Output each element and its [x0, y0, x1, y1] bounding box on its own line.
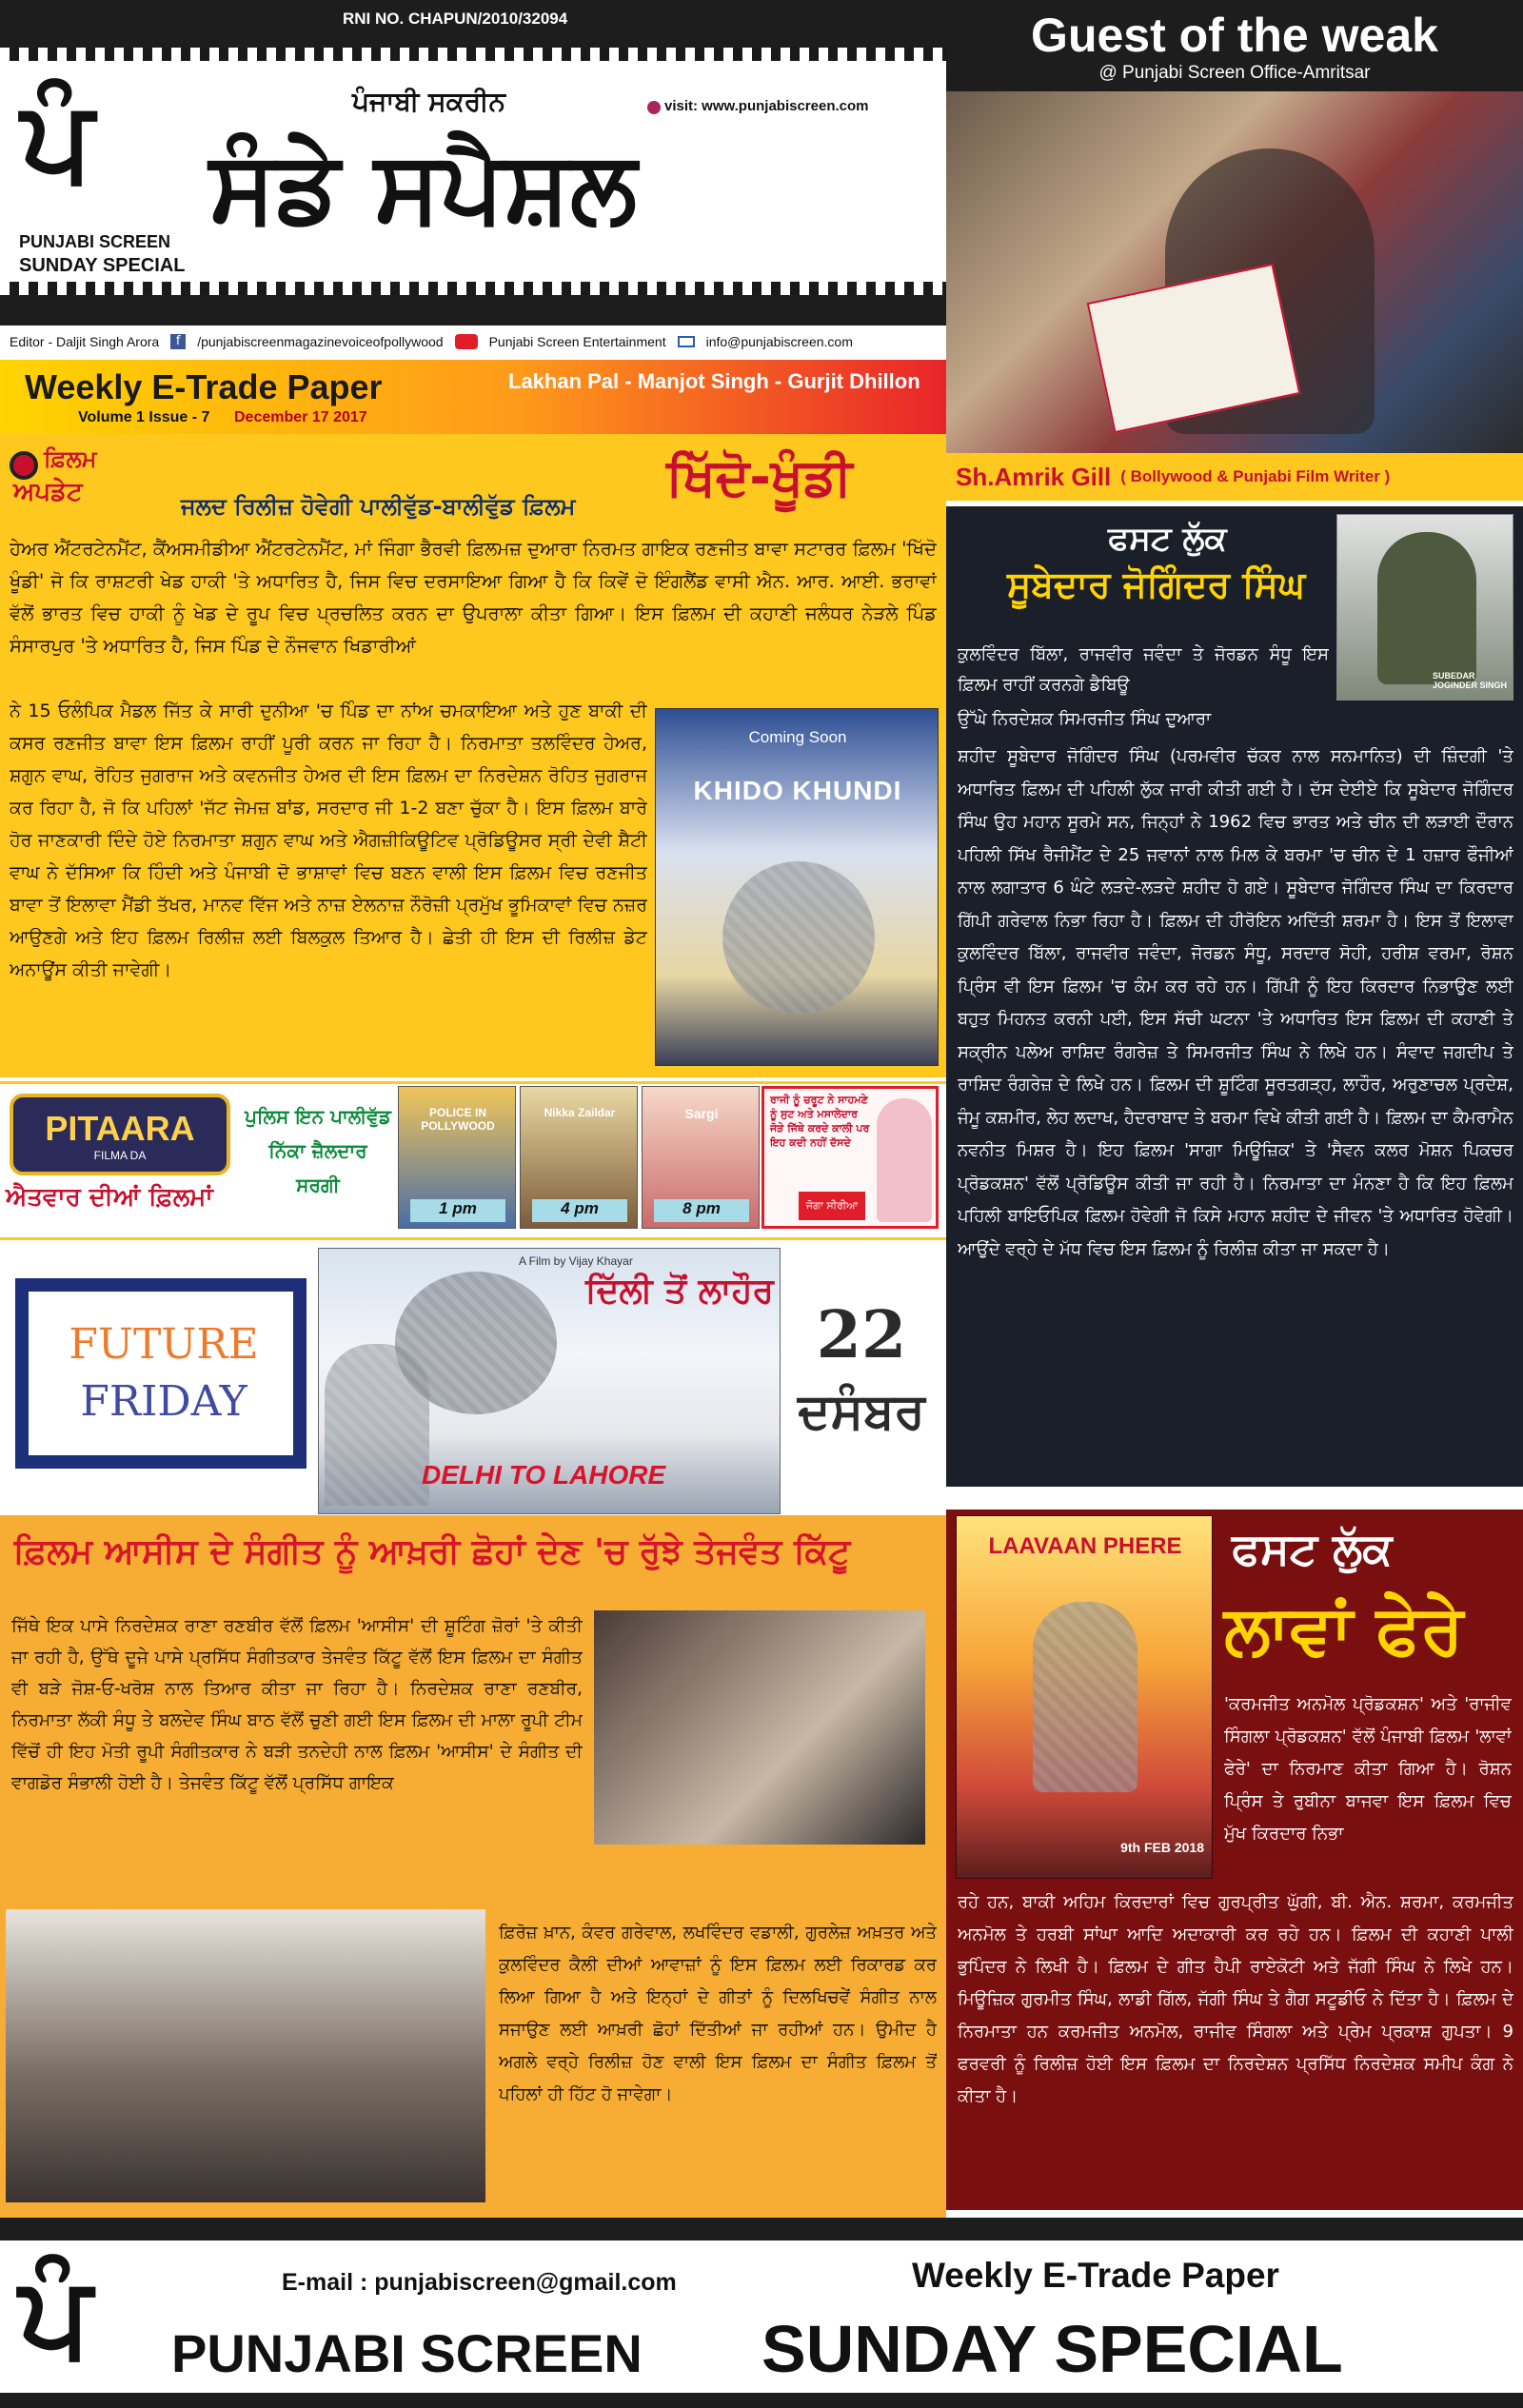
future-friday-section [0, 1237, 946, 1515]
subedar-poster [1336, 514, 1513, 701]
pitaara-logo-sub: FILMA DA [93, 1149, 147, 1162]
update-badge-bottom: ਅਪਡੇਟ [13, 478, 83, 506]
pitaara-film-2: ਨਿੱਕਾ ਜ਼ੈਲਦਾਰ [268, 1139, 367, 1162]
trade-names: Lakhan Pal - Manjot Singh - Gurjit Dhillon [508, 369, 920, 393]
future-friday-line1: FUTURE [69, 1320, 259, 1369]
trade-header [0, 360, 946, 434]
recording-studio-photo [594, 1610, 925, 1845]
mail-icon [678, 336, 695, 347]
poster-police-in-pollywood [398, 1086, 516, 1229]
first-look-title: ਸੂਬੇਦਾਰ ਜੋਗਿੰਦਰ ਸਿੰਘ [1007, 563, 1306, 605]
pitaara-section [0, 1081, 946, 1234]
rni-number: RNI NO. CHAPUN/2010/32094 [343, 10, 568, 28]
first-look-subedar-section [946, 506, 1523, 1487]
poster-title-punjabi: ਦਿੱਲੀ ਤੋਂ ਲਾਹੌਰ [585, 1272, 774, 1311]
aasees-body-1: ਜਿੱਥੇ ਇਕ ਪਾਸੇ ਨਿਰਦੇਸ਼ਕ ਰਾਣਾ ਰਣਬੀਰ ਵੱਲੋਂ ਫ਼ਿਲਮ 'ਆਸੀਸ' ਦੀ ਸ਼ੂਟਿੰਗ ਜ਼ੋਰਾਂ 'ਤੇ ਕੀਤੀ ਜਾ ਰਹੀ ਹੈ, ਉੱਥੇ ਦੂਜੇ ਪਾਸੇ ਪ੍ਰਸਿੱਧ ਸੰਗੀਤਕਾਰ ਤੇਜਵੰਤ ਕਿੱਟੂ ਵੱਲੋਂ ਇਸ ਫ਼ਿਲਮ ਦਾ ਸੰਗੀਤ ਵੀ ਬੜੇ ਜੋਸ਼-ਓ-ਖਰੋਸ਼ ਨਾਲ ਤਿਆਰ ਕੀਤਾ ਜਾ ਰਿਹਾ ਹੈ। ਨਿਰਦੇਸ਼ਕ ਰਾਣਾ ਰਣਬੀਰ, ਨਿਰਮਾਤਾ ਲੱਕੀ ਸੰਧੂ ਤੇ ਬਲਦੇਵ ਸਿੰਘ ਬਾਠ ਵੱਲੋਂ ਚੁਣੀ ਗਈ ਇਸ ਫ਼ਿਲਮ ਦੀ ਮਾਲਾ ਰੂਪੀ ਟੀਮ ਵਿੱਚੋਂ ਹੀ ਇਹ ਮੋਤੀ ਰੂਪੀ ਸੰਗੀਤਕਾਰ ਨੇ ਬੜੀ ਤਨਦੇਹੀ ਨਾਲ ਫ਼ਿਲਮ 'ਆਸੀਸ' ਦੇ ਸੰਗੀਤ ਦੀ ਵਾਗਡੋਰ ਸੰਭਾਲੀ ਹੋਈ ਹੈ। ਤੇਜਵੰਤ ਕਿੱਟੂ ਵੱਲੋਂ ਪ੍ਰਸਿੱਧ ਗਾਇਕ [11, 1616, 583, 1793]
poster-heroine [325, 1344, 429, 1506]
update-body-left: ਨੇ 15 ਓਲੰਪਿਕ ਮੈਡਲ ਜਿੱਤ ਕੇ ਸਾਰੀ ਦੁਨੀਆ 'ਚ ਪਿੰਡ ਦਾ ਨਾਂਅ ਚਮਕਾਇਆ ਅਤੇ ਹੁਣ ਬਾਕੀ ਦੀ ਕਸਰ ਰਣਜੀਤ ਬਾਵਾ ਇਸ ਫ਼ਿਲਮ ਰਾਹੀਂ ਪੂਰੀ ਕਰਨ ਜਾ ਰਿਹਾ ਹੈ। ਨਿਰਮਾਤਾ ਤਲਵਿੰਦਰ ਹੇਅਰ, ਸ਼ਗੁਨ ਵਾਘ, ਰੋਹਿਤ ਜੁਗਰਾਜ ਅਤੇ ਕਵਨਜੀਤ ਹੇਅਰ ਦੀ ਇਸ ਫ਼ਿਲਮ ਦਾ ਨਿਰਦੇਸ਼ਨ ਰੋਹਿਤ ਜੁਗਰਾਜ ਕਰ ਰਿਹਾ ਹੈ, ਜੋ ਕਿ ਪਹਿਲਾਂ 'ਜੱਟ ਜੇਮਜ਼ ਬਾਂਡ, ਸਰਦਾਰ ਜੀ 1-2 ਬਣਾ ਚੁੱਕਾ ਹੈ। ਇਸ ਫ਼ਿਲਮ ਬਾਰੇ ਹੋਰ ਜਾਣਕਾਰੀ ਦਿੰਦੇ ਹੋਏ ਨਿਰਮਾਤਾ ਸ਼ਗੁਨ ਵਾਘ ਅਤੇ ਐਗਜ਼ੀਕਿਊਟਿਵ ਪ੍ਰੋਡਿਊਸਰ ਸ੍ਰੀ ਦੇਵੀ ਸ਼ੈਟੀ ਵਾਘ ਨੇ ਦੱਸਿਆ ਕਿ ਹਿੰਦੀ ਅਤੇ ਪੰਜਾਬੀ ਦੋ ਭਾਸ਼ਾਵਾਂ ਵਿਚ ਬਣਨ ਵਾਲੀ ਇਸ ਫ਼ਿਲਮ ਵਿਚ ਰਣਜੀਤ ਬਾਵਾ ਤੋਂ ਇਲਾਵਾ ਮੈਂਡੀ ਤੱਖਰ, ਮਾਨਵ ਵਿੱਜ ਅਤੇ ਨਾਜ਼ ਏਲਨਾਜ਼ ਨੌਰੋਜ਼ੀ ਪ੍ਰਮੁੱਖ ਭੂਮਿਕਾਵਾਂ ਵਿਚ ਨਜ਼ਰ ਆਉਣਗੇ ਅਤੇ ਇਹ ਫ਼ਿਲਮ ਰਿਲੀਜ਼ ਲਈ ਬਿਲਕੁਲ ਤਿਆਰ ਹੈ। ਛੇਤੀ ਹੀ ਇਸ ਦੀ ਰਿਲੀਜ਼ ਡੇਟ ਅਨਾਊਂਸ ਕੀਤੀ ਜਾਵੇਗੀ। [10, 701, 647, 980]
logo-subtitle-2: SUNDAY SPECIAL [19, 255, 186, 276]
future-friday-line2: FRIDAY [80, 1377, 247, 1426]
release-date-month: ਦਸੰਬਰ [798, 1383, 925, 1440]
poster-coming-soon: Coming Soon [748, 728, 847, 746]
facebook-icon: f [170, 334, 186, 349]
laavaan-poster [956, 1515, 1213, 1879]
laavaan-body: ਰਹੇ ਹਨ, ਬਾਕੀ ਅਹਿਮ ਕਿਰਦਾਰਾਂ ਵਿਚ ਗੁਰਪ੍ਰੀਤ ਘੁੱਗੀ, ਬੀ. ਐਨ. ਸ਼ਰਮਾ, ਕਰਮਜੀਤ ਅਨਮੋਲ ਤੇ ਹਰਬੀ ਸਾਂਘਾ ਆਦਿ ਅਦਾਕਾਰੀ ਕਰ ਰਹੇ ਹਨ। ਫ਼ਿਲਮ ਦੀ ਕਹਾਣੀ ਪਾਲੀ ਭੁਪਿੰਦਰ ਨੇ ਲਿਖੀ ਹੈ। ਫ਼ਿਲਮ ਦੇ ਗੀਤ ਹੈਪੀ ਰਾਏਕੋਟੀ ਅਤੇ ਜੱਗੀ ਸਿੰਘ ਨੇ ਲਿਖੇ ਹਨ। ਮਿਊਜ਼ਿਕ ਗੁਰਮੀਤ ਸਿੰਘ, ਲਾਡੀ ਗਿੱਲ, ਜੱਗੀ ਸਿੰਘ ਤੇ ਗੈਗ ਸਟੂਡੀਓ ਨੇ ਦਿੱਤਾ ਹੈ। ਫ਼ਿਲਮ ਦੇ ਨਿਰਮਾਤਾ ਹਨ ਕਰਮਜੀਤ ਅਨਮੋਲ, ਰਾਜੀਵ ਸਿੰਗਲਾ ਅਤੇ ਪ੍ਰੇਮ ਪ੍ਰਕਾਸ਼ ਗੁਪਤਾ। 9 ਫਰਵਰੀ ਨੂੰ ਰਿਲੀਜ਼ ਹੋਈ ਇਸ ਫ਼ਿਲਮ ਦਾ ਨਿਰਦੇਸ਼ਨ ਪ੍ਰਸਿੱਧ ਨਿਰਦੇਸ਼ਕ ਸਮੀਪ ਕੰਗ ਨੇ ਕੀਤਾ ਹੈ। [958, 1892, 1513, 2106]
web-icon [647, 101, 661, 114]
masthead-kicker: ਪੰਜਾਬੀ ਸਕਰੀਨ [352, 86, 506, 117]
poster-soldier [1377, 532, 1476, 684]
delhi-to-lahore-poster [318, 1248, 781, 1514]
poster-nikka-zaildar [520, 1086, 638, 1229]
logo-subtitle-1: PUNJABI SCREEN [19, 232, 171, 251]
poster-title-khiddo: KHIDO KHUNDI [693, 776, 902, 805]
cartoon-character [877, 1098, 932, 1222]
first-look-lead: ਕੁਲਵਿੰਦਰ ਬਿੱਲਾ, ਰਾਜਵੀਰ ਜਵੰਦਾ ਤੇ ਜੋਰਡਨ ਸੰਧੂ ਇਸ ਫ਼ਿਲਮ ਰਾਹੀਂ ਕਰਨਗੇ ਡੈਬਿਊ [958, 644, 1329, 695]
laavaan-poster-date: 9th FEB 2018 [1120, 1840, 1204, 1855]
laavaan-kicker: ਫਸਟ ਲੁੱਕ [1232, 1523, 1393, 1574]
pitaara-subtitle: ਐਤਵਾਰ ਦੀਆਂ ਫ਼ਿਲਮਾਂ [6, 1183, 213, 1212]
guest-photo [946, 91, 1523, 453]
film-update-section [0, 434, 946, 1077]
release-date-number: 22 [816, 1297, 907, 1373]
poster-sargi [642, 1086, 760, 1229]
group-photo [6, 1909, 485, 2202]
masthead [0, 0, 946, 349]
facebook-link[interactable]: /punjabiscreenmagazinevoiceofpollywood [197, 333, 444, 349]
guest-caption-bar [946, 453, 1523, 501]
footer-logo-mark: ਪੰ [19, 2250, 92, 2381]
editor-credit: Editor - Daljit Singh Arora [10, 333, 160, 349]
website-link[interactable]: visit: www.punjabiscreen.com [664, 98, 869, 114]
footer-special: SUNDAY SPECIAL [762, 2312, 1343, 2386]
poster-groom [1033, 1602, 1137, 1792]
first-look-body: ਸ਼ਹੀਦ ਸੂਬੇਦਾਰ ਜੋਗਿੰਦਰ ਸਿੰਘ (ਪਰਮਵੀਰ ਚੱਕਰ ਨਾਲ ਸਨਮਾਨਿਤ) ਦੀ ਜ਼ਿੰਦਗੀ 'ਤੇ ਅਧਾਰਿਤ ਫ਼ਿਲਮ ਦੀ ਪਹਿਲੀ ਲੁੱਕ ਜਾਰੀ ਕੀਤੀ ਗਈ ਹੈ। ਦੱਸ ਦੇਈਏ ਕਿ ਸੂਬੇਦਾਰ ਜੋਗਿੰਦਰ ਸਿੰਘ ਉਹ ਮਹਾਨ ਸੂਰਮੇ ਸਨ, ਜਿਨ੍ਹਾਂ ਨੇ 1962 ਵਿਚ ਭਾਰਤ ਅਤੇ ਚੀਨ ਦੀ ਲੜਾਈ ਦੌਰਾਨ ਪਹਿਲੀ ਸਿੱਖ ਰੈਜੀਮੈਂਟ ਦੇ 25 ਜਵਾਨਾਂ ਨਾਲ ਮਿਲ ਕੇ ਬਰਮਾ 'ਚ ਚੀਨ ਦੇ 1 ਹਜ਼ਾਰ ਫੌਜੀਆਂ ਨਾਲ ਲਗਾਤਾਰ 6 ਘੰਟੇ ਲੜਦੇ-ਲੜਦੇ ਸ਼ਹੀਦ ਹੋ ਗਏ। ਸੂਬੇਦਾਰ ਜੋਗਿੰਦਰ ਸਿੰਘ ਦਾ ਕਿਰਦਾਰ ਗਿੱਪੀ ਗਰੇਵਾਲ ਨਿਭਾ ਰਿਹਾ ਹੈ। ਫ਼ਿਲਮ ਦੀ ਹੀਰੋਇਨ ਅਦਿੱਤੀ ਸ਼ਰਮਾ ਹੈ। ਇਸ ਤੋਂ ਇਲਾਵਾ ਕੁਲਵਿੰਦਰ ਬਿੱਲਾ, ਰਾਜਵੀਰ ਜਵੰਦਾ, ਜੋਰਡਨ ਸੰਧੂ, ਸਰਦਾਰ ਸੋਹੀ, ਹਰੀਸ਼ ਵਰਮਾ, ਰੋਸ਼ਨ ਪ੍ਰਿੰਸ ਵੀ ਇਸ ਫ਼ਿਲਮ 'ਚ ਕੰਮ ਕਰ ਰਹੇ ਹਨ। ਗਿੱਪੀ ਨੂੰ ਇਹ ਕਿਰਦਾਰ ਨਿਭਾਉਣ ਲਈ ਬਹੁਤ ਮਿਹਨਤ ਕਰਨੀ ਪਈ, ਇਸ ਸੱਚੀ ਘਟਨਾ 'ਤੇ ਅਧਾਰਿਤ ਇਸ ਫ਼ਿਲਮ ਦੀ ਕਹਾਣੀ ਤੇ ਸਕ੍ਰੀਨ ਪਲੇਅ ਰਾਸ਼ਿਦ ਰੰਗਰੇਜ਼ ਤੇ ਸਿਮਰਜੀਤ ਸਿੰਘ ਨੇ ਲਿਖੇ ਹਨ। ਸੰਵਾਦ ਜਗਦੀਪ ਤੇ ਰਾਸ਼ਿਦ ਰੰਗਰੇਜ਼ ਦੇ ਲਿਖੇ ਹਨ। ਫ਼ਿਲਮ ਦੀ ਸ਼ੂਟਿੰਗ ਸੂਰਤਗੜ੍ਹ, ਲਾਹੌਰ, ਅਰੁਣਾਚਲ ਪ੍ਰਦੇਸ਼, ਜੰਮੂ ਕਸ਼ਮੀਰ, ਲੇਹ ਲਦਾਖ, ਹੈਦਰਾਬਾਦ ਤੇ ਬਰਮਾ ਵਿਖੇ ਕੀਤੀ ਗਈ ਹੈ। ਫ਼ਿਲਮ ਦਾ ਕੈਮਰਾਮੈਨ ਨਵਨੀਤ ਮਿਸ਼ਰ ਹੈ। ਇਹ ਫ਼ਿਲਮ 'ਸਾਗਾ ਮਿਊਜ਼ਿਕ' ਤੇ 'ਸੈਵਨ ਕਲਰ ਮੋਸ਼ਨ ਪਿਕਚਰ ਪ੍ਰੋਡਕਸ਼ਨ' ਵੱਲੋਂ ਪ੍ਰੋਡਿਊਸ ਕੀਤੀ ਜਾ ਰਹੀ ਹੈ। ਨਿਰਮਾਤਾ ਦਾ ਮੰਨਣਾ ਹੈ ਕਿ ਇਹ ਫ਼ਿਲਮ ਪਹਿਲੀ ਬਾਇਓਪਿਕ ਫ਼ਿਲਮ ਹੋਵੇਗੀ ਜੋ ਕਿਸੇ ਮਹਾਨ ਸ਼ਹੀਦ ਦੇ ਜੀਵਨ 'ਤੇ ਅਧਾਰਿਤ ਹੋਵੇਗੀ। ਆਉਂਦੇ ਵਰ੍ਹੇ ਦੇ ਮੱਧ ਵਿਚ ਇਸ ਫ਼ਿਲਮ ਨੂੰ ਰਿਲੀਜ਼ ਕੀਤਾ ਜਾ ਸਕਦਾ ਹੈ। [958, 746, 1513, 1259]
footer-email[interactable]: E-mail : punjabiscreen@gmail.com [282, 2269, 677, 2296]
youtube-link[interactable]: Punjabi Screen Entertainment [488, 333, 666, 349]
guest-section [946, 0, 1523, 501]
pitaara-logo [10, 1094, 230, 1175]
showtime-1pm: 1 pm [410, 1199, 505, 1222]
update-headline: ਜਲਦ ਰਿਲੀਜ਼ ਹੋਵੇਗੀ ਪਾਲੀਵੁੱਡ-ਬਾਲੀਵੁੱਡ ਫ਼ਿਲਮ [181, 493, 576, 520]
cartoon-speech: ਰਾਜੀ ਨੂੰ ਚਰੂਟ ਨੇ ਸਾਹਮਣੇ ਨੂੰ ਸੁਟ ਅਤੇ ਮਸਾਲੇਦਾਰ ਜੋੜੇ ਜਿੱਥੇ ਕਰਦੇ ਕਾਲੀ ਪਰ ਇਹ ਕਦੀ ਨਹੀਂ ਦੱਸਦੇ [770, 1094, 870, 1149]
subedar-poster-caption: SUBEDAR JOGINDER SINGH [1433, 671, 1508, 690]
laavaan-title: ਲਾਵਾਂ ਫੇਰੇ [1224, 1589, 1464, 1669]
pitaara-film-1: ਪੁਲਿਸ ਇਨ ਪਾਲੀਵੁੱਡ [245, 1105, 391, 1128]
logo-mark: ਪੰ [21, 74, 94, 206]
youtube-icon [455, 334, 478, 349]
aasees-headline: ਫ਼ਿਲਮ ਆਸੀਸ ਦੇ ਸੰਗੀਤ ਨੂੰ ਆਖ਼ਰੀ ਛੋਹਾਂ ਦੇਣ 'ਚ ਰੁੱਝੇ ਤੇਜਵੰਤ ਕਿੱਟੂ [13, 1532, 851, 1571]
trade-issue: Volume 1 Issue - 7 [78, 409, 210, 425]
footer-brand: PUNJABI SCREEN [171, 2323, 643, 2383]
email-link[interactable]: info@punjabiscreen.com [705, 333, 853, 349]
update-body-top: ਹੇਅਰ ਐਂਟਰਟੇਨਮੈਂਟ, ਕੈਂਅਸਮੀਡੀਆ ਐਂਟਰਟੇਨਮੈਂਟ, ਮਾਂ ਜਿੰਗਾ ਭੈਰਵੀ ਫ਼ਿਲਮਜ਼ ਦੁਆਰਾ ਨਿਰਮਤ ਗਾਇਕ ਰਣਜੀਤ ਬਾਵਾ ਸਟਾਰਰ ਫ਼ਿਲਮ 'ਖਿੱਦੋ ਖੂੰਡੀ' ਜੋ ਕਿ ਰਾਸ਼ਟਰੀ ਖੇਡ ਹਾਕੀ 'ਤੇ ਅਧਾਰਿਤ ਹੈ, ਜਿਸ ਵਿਚ ਦਰਸਾਇਆ ਗਿਆ ਹੈ ਕਿ ਕਿਵੇਂ ਦੋ ਇੰਗਲੈਂਡ ਵਾਸੀ ਐਨ. ਆਰ. ਆਈ. ਭਰਾਵਾਂ ਵੱਲੋਂ ਭਾਰਤ ਵਿਚ ਹਾਕੀ ਨੂੰ ਖੇਡ ਦੇ ਰੂਪ ਵਿਚ ਪ੍ਰਚਲਿਤ ਕਰਨ ਦਾ ਉਪਰਾਲਾ ਕੀਤਾ ਗਿਆ। ਇਸ ਫ਼ਿਲਮ ਦੀ ਕਹਾਣੀ ਜਲੰਧਰ ਨੇੜਲੇ ਪਿੰਡ ਸੰਸਾਰਪੁਰ 'ਤੇ ਅਧਾਰਿਤ ਹੈ, ਜਿਸ ਪਿੰਡ ਦੇ ਨੌਜਵਾਨ ਖਿਡਾਰੀਆਂ [10, 538, 937, 657]
poster-credit: A Film by Vijay Khayar [519, 1254, 633, 1268]
film-title-khiddo: ਖਿੱਦੋ-ਖੂੰਡੀ [666, 447, 853, 507]
showtime-4pm: 4 pm [532, 1199, 627, 1222]
footer-trade: Weekly E-Trade Paper [912, 2256, 1279, 2295]
film-strip-top [0, 48, 946, 61]
poster-hockey-player [722, 861, 875, 1014]
poster-label-2: Nikka Zaildar [544, 1106, 616, 1119]
laavaan-poster-title: LAAVAAN PHERE [988, 1533, 1182, 1559]
guest-title: Guest of the weak [1031, 9, 1438, 62]
trade-date: December 17 2017 [234, 409, 367, 425]
footer [0, 2218, 1523, 2408]
showtime-8pm: 8 pm [654, 1199, 749, 1222]
pitaara-logo-text: PITAARA [45, 1109, 195, 1148]
cartoon-box [762, 1086, 939, 1229]
pitaara-film-3: ਸਰਗੀ [296, 1174, 340, 1196]
trade-title: Weekly E-Trade Paper [25, 367, 383, 406]
footer-panel [0, 2240, 1523, 2393]
first-look-director: ਉੱਘੇ ਨਿਰਦੇਸ਼ਕ ਸਿਮਰਜੀਤ ਸਿੰਘ ਦੁਆਰਾ [958, 709, 1212, 729]
first-look-kicker: ਫਸਟ ਲੁੱਕ [1108, 520, 1227, 558]
film-strip-bottom [0, 282, 946, 295]
aasees-section [0, 1515, 946, 2218]
khiddo-khundi-poster [655, 708, 939, 1066]
film-reel-icon [10, 451, 38, 480]
first-look-laavaan-section [946, 1510, 1523, 2210]
poster-title-english: DELHI TO LAHORE [422, 1460, 666, 1490]
future-friday-logo [15, 1278, 307, 1469]
masthead-panel [0, 61, 946, 282]
laavaan-lead: 'ਕਰਮਜੀਤ ਅਨਮੋਲ ਪ੍ਰੋਡਕਸ਼ਨ' ਅਤੇ 'ਰਾਜੀਵ ਸਿੰਗਲਾ ਪ੍ਰੋਡਕਸ਼ਨ' ਵੱਲੋਂ ਪੰਜਾਬੀ ਫ਼ਿਲਮ 'ਲਾਵਾਂ ਫੇਰੇ' ਦਾ ਨਿਰਮਾਣ ਕੀਤਾ ਗਿਆ ਹੈ। ਰੋਸ਼ਨ ਪ੍ਰਿੰਸ ਤੇ ਰੁਬੀਨਾ ਬਾਜਵਾ ਇਸ ਫ਼ਿਲਮ ਵਿਚ ਮੁੱਖ ਕਿਰਦਾਰ ਨਿਭਾ [1224, 1694, 1512, 1844]
poster-label-1: POLICE IN POLLYWOOD [421, 1106, 495, 1133]
cartoon-badge: ਜੋਗਾ ਸੀਰੀਆ [799, 1192, 865, 1220]
guest-location: @ Punjabi Screen Office-Amritsar [1098, 63, 1371, 83]
contact-bar [0, 326, 946, 357]
guest-name: Sh.Amrik Gill [956, 462, 1112, 491]
aasees-body-2: ਫ਼ਿਰੋਜ਼ ਖ਼ਾਨ, ਕੰਵਰ ਗਰੇਵਾਲ, ਲਖਵਿੰਦਰ ਵਡਾਲੀ, ਗੁਰਲੇਜ਼ ਅਖ਼ਤਰ ਅਤੇ ਕੁਲਵਿੰਦਰ ਕੈਲੀ ਦੀਆਂ ਆਵਾਜ਼ਾਂ ਨੂੰ ਇਸ ਫ਼ਿਲਮ ਲਈ ਰਿਕਾਰਡ ਕਰ ਲਿਆ ਗਿਆ ਹੈ ਅਤੇ ਇਨ੍ਹਾਂ ਦੇ ਗੀਤਾਂ ਨੂੰ ਦਿਲਖਿਚਵੇਂ ਸੰਗੀਤ ਨਾਲ ਸਜਾਉਣ ਲਈ ਆਖ਼ਰੀ ਛੋਹਾਂ ਦਿੱਤੀਆਂ ਜਾ ਰਹੀਆਂ ਹਨ। ਉਮੀਦ ਹੈ ਅਗਲੇ ਵਰ੍ਹੇ ਰਿਲੀਜ਼ ਹੋਣ ਵਾਲੀ ਇਸ ਫ਼ਿਲਮ ਦਾ ਸੰਗੀਤ ਫ਼ਿਲਮ ਤੋਂ ਪਹਿਲਾਂ ਹੀ ਹਿੱਟ ਹੋ ਜਾਵੇਗਾ। [499, 1923, 937, 2104]
guest-role: ( Bollywood & Punjabi Film Writer ) [1120, 467, 1391, 485]
poster-label-3: Sargi [684, 1106, 719, 1121]
masthead-title: ਸੰਡੇ ਸਪੈਸ਼ਲ [209, 128, 637, 245]
update-badge-top: ਫ਼ਿਲਮ [44, 445, 97, 472]
